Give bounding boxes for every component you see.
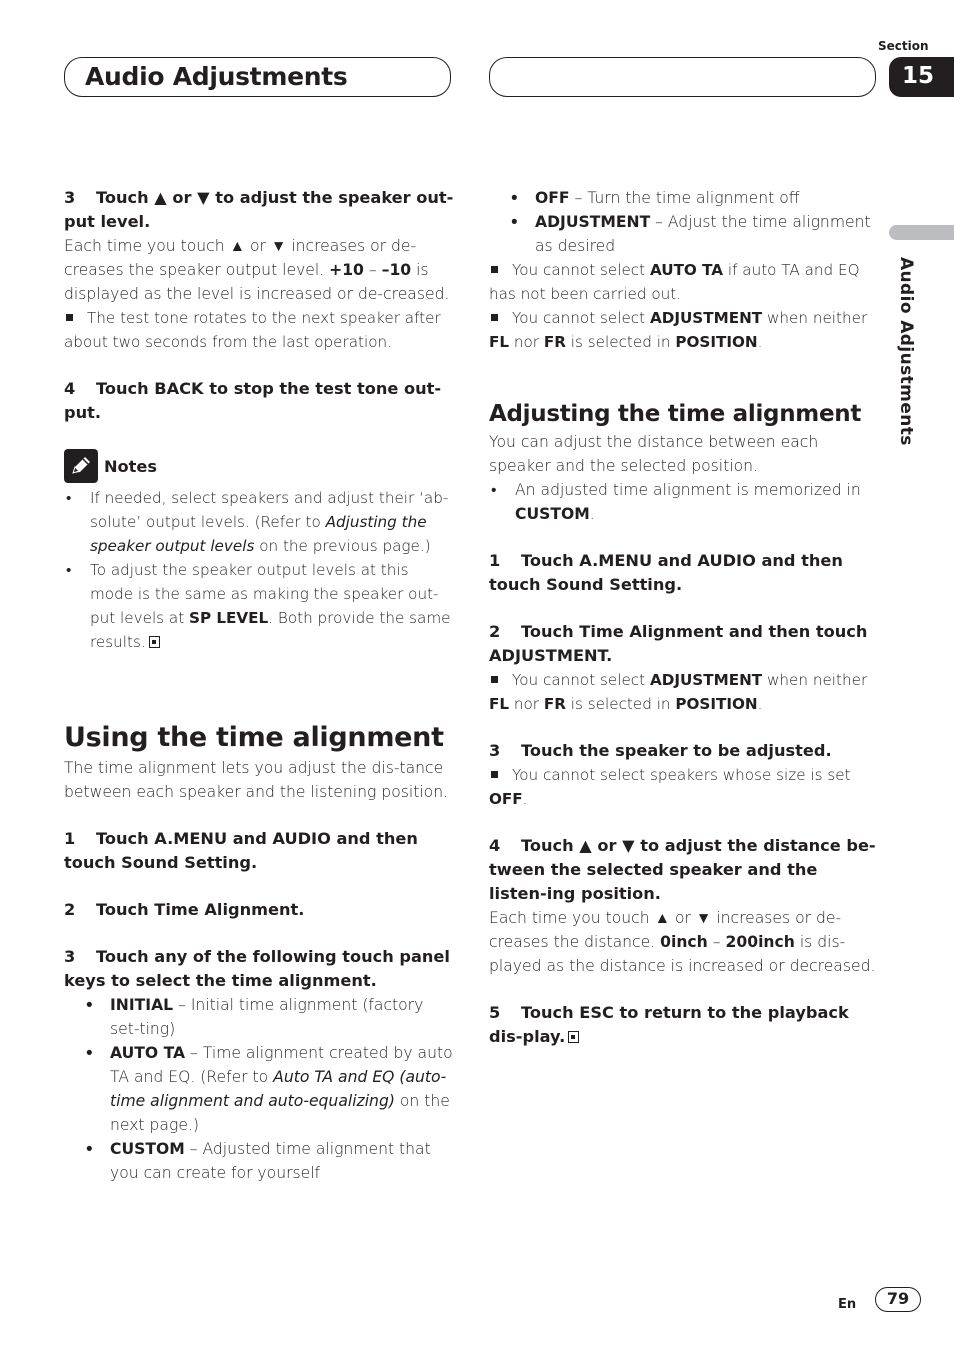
end-mark-icon bbox=[568, 1031, 579, 1043]
header-title-frame bbox=[64, 57, 451, 97]
section-number: 15 bbox=[902, 63, 935, 89]
step-1-sound-setting: 1 Touch A.MENU and AUDIO and then touch Sound Setting. bbox=[64, 829, 418, 872]
right-column bbox=[489, 186, 879, 1049]
square-bullet-icon bbox=[66, 314, 73, 321]
section-tab bbox=[889, 57, 954, 97]
page-number: 79 bbox=[875, 1287, 921, 1312]
header-right-frame bbox=[489, 57, 876, 97]
distance-description: Each time you touch ▲ or ▼ increases or de-creases the distance. 0inch – 200inch is dis-played as the distance is increased or decreased. bbox=[489, 909, 876, 975]
adjustment-note-2: You cannot select ADJUSTMENT when neither FL nor FR is selected in POSITION. bbox=[489, 671, 868, 713]
list-item: • ADJUSTMENT – Adjust the time alignment as desired bbox=[509, 210, 879, 258]
list-item: • AUTO TA – Time alignment created by auto TA and EQ. (Refer to Auto TA and EQ (auto-time alignment and auto-equalizing) on the next page.) bbox=[84, 1041, 454, 1137]
list-item: • An adjusted time alignment is memorized in CUSTOM. bbox=[489, 478, 879, 526]
page-title: Audio Adjustments bbox=[85, 62, 348, 91]
up-arrow-icon: ▲ bbox=[229, 237, 246, 255]
step-3-select-key: 3 Touch any of the following touch panel keys to select the time alignment. bbox=[64, 947, 450, 990]
square-bullet-icon bbox=[491, 314, 498, 321]
side-tab-marker bbox=[889, 225, 954, 240]
square-bullet-icon bbox=[491, 266, 498, 273]
down-arrow-icon: ▼ bbox=[270, 237, 287, 255]
left-column bbox=[64, 186, 454, 1185]
test-tone-note: The test tone rotates to the next speaker after about two seconds from the last operation. bbox=[64, 309, 441, 351]
notes-list bbox=[64, 486, 454, 654]
section-heading-adjusting-time-alignment: Adjusting the time alignment bbox=[489, 401, 862, 427]
time-alignment-options bbox=[64, 993, 454, 1185]
adjusting-intro: You can adjust the distance between each speaker and the selected position. bbox=[489, 433, 819, 475]
end-mark-icon bbox=[149, 636, 160, 648]
square-bullet-icon bbox=[491, 676, 498, 683]
step-3-speaker: 3 Touch the speaker to be adjusted. bbox=[489, 741, 832, 760]
up-arrow-icon: ▲ bbox=[654, 909, 671, 927]
up-arrow-icon: ▲ bbox=[579, 836, 592, 855]
step-2-adjustment: 2 Touch Time Alignment and then touch ADJUSTMENT. bbox=[489, 622, 868, 665]
up-arrow-icon: ▲ bbox=[154, 188, 167, 207]
time-alignment-intro: The time alignment lets you adjust the dis-tance between each speaker and the listening position. bbox=[64, 759, 449, 801]
language-code: En bbox=[838, 1297, 857, 1312]
step-5-esc: 5 Touch ESC to return to the playback dis-play. bbox=[489, 1003, 849, 1046]
notes-title: Notes bbox=[104, 456, 158, 476]
side-tab-label: Audio Adjustments bbox=[896, 257, 916, 446]
step-3-speaker-level: 3 Touch ▲ or ▼ to adjust the speaker out-put level. bbox=[64, 188, 454, 231]
adjusting-bullets bbox=[489, 478, 879, 526]
list-item: • INITIAL – Initial time alignment (factory set-ting) bbox=[84, 993, 454, 1041]
step-2-time-alignment: 2 Touch Time Alignment. bbox=[64, 900, 305, 919]
step-4-distance: 4 Touch ▲ or ▼ to adjust the distance be-tween the selected speaker and the listen-ing position. bbox=[489, 836, 876, 903]
list-item: • If needed, select speakers and adjust their ‘ab-solute’ output levels. (Refer to Adjusting the speaker output levels on the previous page.) bbox=[64, 486, 454, 558]
level-description: Each time you touch ▲ or ▼ increases or de-creases the speaker output level. +10 – –10 is displayed as the level is increased or de-creased. bbox=[64, 237, 450, 303]
list-item: • CUSTOM – Adjusted time alignment that you can create for yourself bbox=[84, 1137, 454, 1185]
step-1-sound-setting-right: 1 Touch A.MENU and AUDIO and then touch Sound Setting. bbox=[489, 551, 843, 594]
list-item: • OFF – Turn the time alignment off bbox=[509, 186, 879, 210]
time-alignment-options-cont bbox=[489, 186, 879, 258]
down-arrow-icon: ▼ bbox=[197, 188, 210, 207]
adjustment-note: You cannot select ADJUSTMENT when neither FL nor FR is selected in POSITION. bbox=[489, 309, 868, 351]
notes-header bbox=[64, 448, 454, 484]
section-heading-using-time-alignment: Using the time alignment bbox=[64, 722, 444, 753]
step-4-back: 4 Touch BACK to stop the test tone out-put. bbox=[64, 379, 442, 422]
speaker-size-note: You cannot select speakers whose size is set OFF. bbox=[489, 766, 851, 808]
down-arrow-icon: ▼ bbox=[622, 836, 635, 855]
down-arrow-icon: ▼ bbox=[695, 909, 712, 927]
section-label: Section bbox=[878, 39, 929, 53]
pencil-icon bbox=[64, 449, 98, 483]
list-item: • To adjust the speaker output levels at this mode is the same as making the speaker out-put levels at SP LEVEL. Both provide the same results. bbox=[64, 558, 454, 654]
square-bullet-icon bbox=[491, 771, 498, 778]
auto-ta-note: You cannot select AUTO TA if auto TA and EQ has not been carried out. bbox=[489, 261, 860, 303]
